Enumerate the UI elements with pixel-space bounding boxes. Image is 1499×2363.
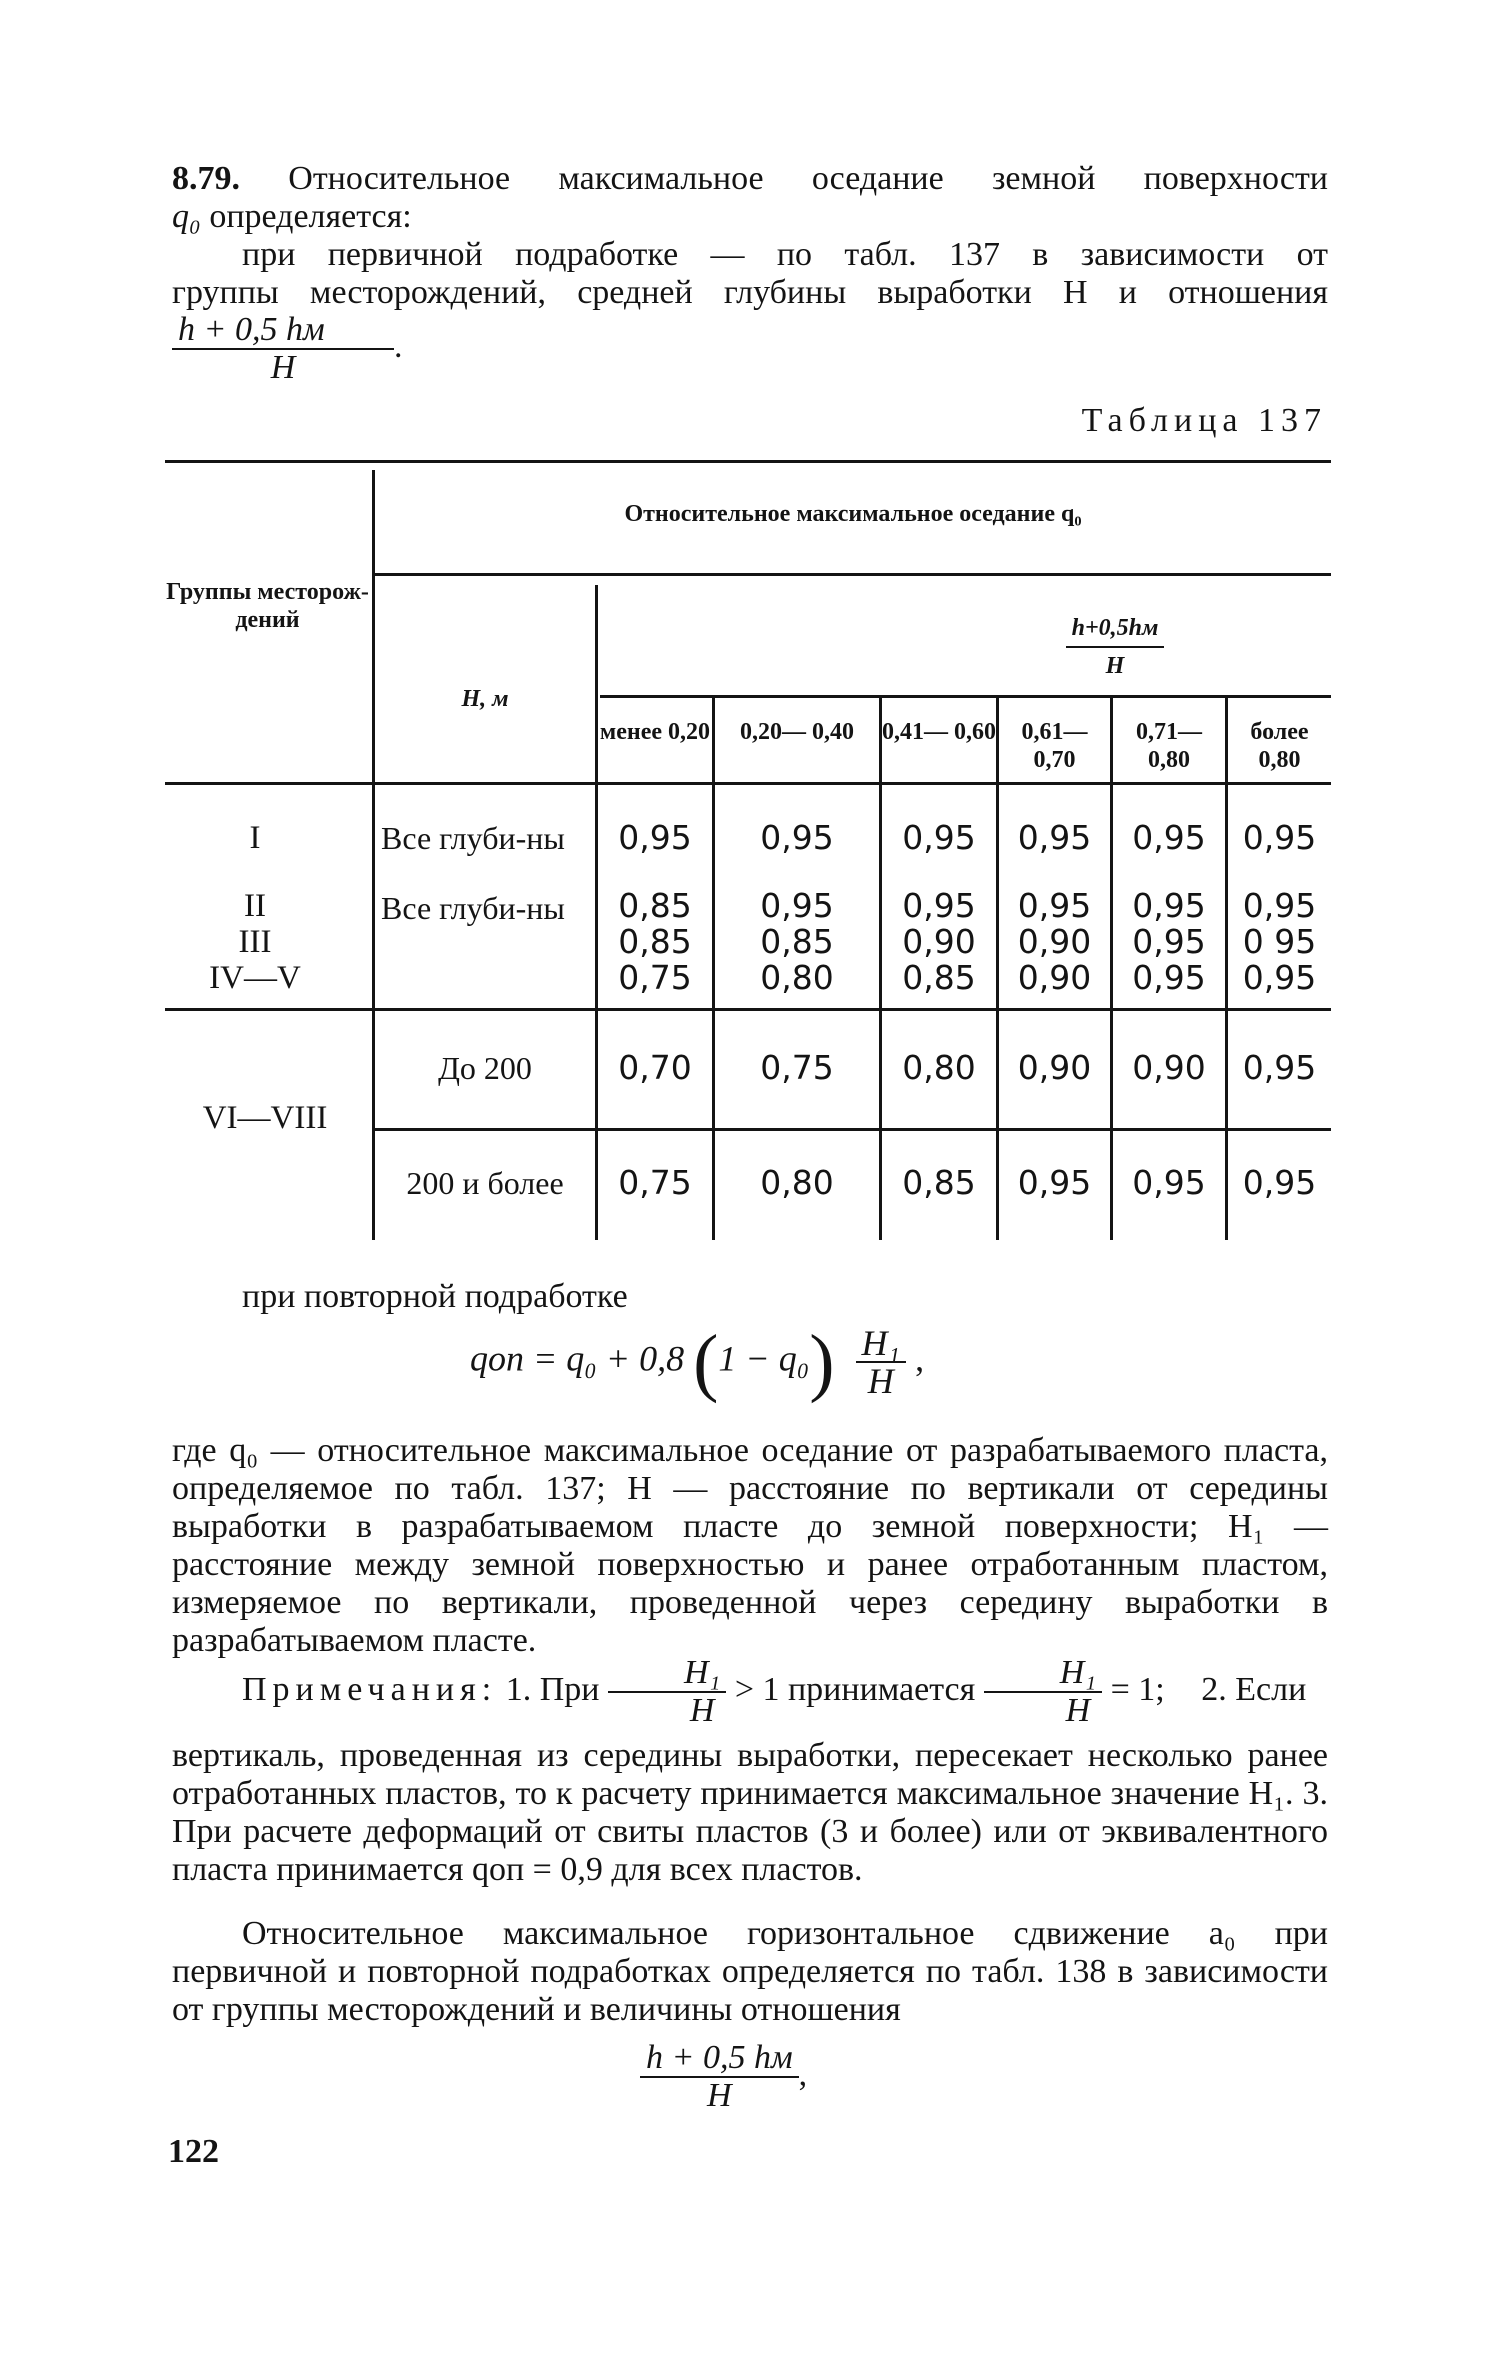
cell-r1-c4: 0,95 <box>1017 818 1092 857</box>
cell-r1-c5: 0,95 <box>1132 818 1206 857</box>
cell-r2-c5: 0,95 <box>1132 886 1206 925</box>
table-top-rule <box>165 460 1331 463</box>
cell-r1-c6: 0,95 <box>1242 818 1317 857</box>
ratio-fraction <box>172 312 394 386</box>
page-number: 122 <box>168 2133 219 2170</box>
note1-end: = 1; <box>1110 1670 1165 1708</box>
symbol-q0: q₀ <box>172 198 201 235</box>
depth-all-1: Все глуби-ны <box>381 820 565 856</box>
note1-start: 1. При <box>505 1670 600 1708</box>
formula-frac-num: H₁ <box>856 1325 907 1363</box>
cell-r3-c1: 0,85 <box>618 922 692 961</box>
header-bottom-rule <box>165 782 1331 785</box>
cell-b1-c3: 0,80 <box>902 1048 976 1087</box>
horizontal-fraction <box>640 2040 799 2114</box>
cell-b2-c1: 0,75 <box>618 1163 692 1202</box>
formula-left: qоп = q₀ + 0,8 <box>470 1338 685 1379</box>
repeat-formula <box>470 1320 925 1404</box>
group-row-3: III <box>238 924 272 960</box>
cell-b1-c6: 0,95 <box>1242 1048 1317 1087</box>
formula-paren-content: 1 − q₀ <box>718 1338 810 1379</box>
note1-frac-b-num: H₁ <box>984 1655 1102 1693</box>
repeat-explanation: где q₀ — относительное максимальное оседание от разрабатываемого пласта, определяемое по табл. 137; H — расстояние по вертикали от середины выработки в разрабатываемом пласте до земной поверхности; H₁ — расстояние между земной поверхностью и ранее отработанным пластом, измеряемое по вертикали, проведенной через середину выработки в разрабатываемом пласте. <box>172 1432 1328 1659</box>
cell-r1-c2: 0,95 <box>760 818 834 857</box>
cell-r2-c6: 0,95 <box>1242 886 1317 925</box>
cell-b2-c2: 0,80 <box>760 1163 834 1202</box>
cell-r4-c4: 0,90 <box>1017 958 1092 997</box>
note2-start: 2. Если <box>1201 1670 1307 1708</box>
cell-r3-c6: 0 95 <box>1242 922 1317 961</box>
formula-close-paren: ) <box>809 1320 835 1404</box>
note1-frac-a-den: H <box>689 1692 715 1729</box>
section-heading-line <box>172 160 1328 198</box>
header-ratio-den: H <box>1105 653 1125 679</box>
note1-fraction-a <box>608 1655 726 1729</box>
cell-b1-c1: 0,70 <box>618 1048 692 1087</box>
section-lead-tail <box>172 198 1328 236</box>
cell-r3-c2: 0,85 <box>760 922 834 961</box>
cell-b2-c4: 0,95 <box>1017 1163 1092 1202</box>
cell-r4-c2: 0,80 <box>760 958 834 997</box>
section-number: 8.79. <box>172 160 240 197</box>
header-ratio-num: h+0,5hм <box>1066 610 1165 648</box>
ratio-denominator: H <box>270 349 296 386</box>
ratio-col-5: 0,71— 0,80 <box>1136 719 1202 773</box>
col-header-groups: Группы месторож-дений <box>166 579 369 633</box>
depth-all-2: Все глуби-ны <box>381 890 565 926</box>
formula-open-paren: ( <box>693 1320 719 1404</box>
section-lead-text: Относительное максимальное оседание земной поверхности <box>288 160 1328 197</box>
cell-r3-c3: 0,90 <box>902 922 976 961</box>
horizontal-end: , <box>798 2055 808 2093</box>
cell-b2-c6: 0,95 <box>1242 1163 1317 1202</box>
horizontal-text: Относительное максимальное горизонтальное сдвижение a₀ при первичной и повторной подработках определяется по табл. 138 в зависимости от группы месторождений и величины отношения <box>172 1915 1328 2028</box>
horizontal-frac-den: H <box>707 2077 732 2114</box>
header-depth: H, м <box>461 686 509 712</box>
ratio-col-6: более 0,80 <box>1250 719 1309 773</box>
group-row-4: IV—V <box>209 960 301 996</box>
ratio-intro <box>172 312 403 386</box>
cell-r4-c1: 0,75 <box>618 958 692 997</box>
group-divider-rule <box>165 1008 1331 1011</box>
cell-r1-c3: 0,95 <box>902 818 976 857</box>
primary-line: при первичной подработке — по табл. 137 в зависимости от <box>242 236 1328 273</box>
horizontal-ratio <box>640 2040 807 2114</box>
formula-fraction <box>856 1325 907 1399</box>
cell-r1-c1: 0,95 <box>618 818 692 857</box>
cell-r4-c5: 0,95 <box>1132 958 1206 997</box>
cell-r2-c4: 0,95 <box>1017 886 1092 925</box>
ratio-numerator: h + 0,5 hм <box>172 312 394 350</box>
note1-frac-b-den: H <box>1065 1692 1091 1729</box>
ratio-col-3: 0,41— 0,60 <box>882 719 996 745</box>
header-ratio-fraction <box>1066 610 1165 684</box>
cell-r2-c3: 0,95 <box>902 886 976 925</box>
lead-tail-text: определяется: <box>209 198 412 235</box>
groups-line: группы месторождений, средней глубины выработки H и отношения <box>172 274 1328 311</box>
note1-frac-a-num: H₁ <box>608 1655 726 1693</box>
group-row-2: II <box>244 888 266 924</box>
notes-label: Примечания: <box>242 1670 498 1708</box>
header-rule-1 <box>375 573 1331 576</box>
cell-b1-c5: 0,90 <box>1132 1048 1206 1087</box>
header-rule-2 <box>600 695 1331 698</box>
cell-r4-c6: 0,95 <box>1242 958 1317 997</box>
group-vi-viii: VI—VIII <box>202 1100 328 1136</box>
vrule-1 <box>372 470 375 1240</box>
cell-r2-c2: 0,95 <box>760 886 834 925</box>
cell-r3-c4: 0,90 <box>1017 922 1092 961</box>
group-row-1: I <box>249 820 261 856</box>
cell-b1-c4: 0,90 <box>1017 1048 1092 1087</box>
ratio-end: . <box>394 327 403 365</box>
repeat-intro: при повторной подработке <box>242 1278 628 1315</box>
cell-r3-c5: 0,95 <box>1132 922 1206 961</box>
formula-frac-den: H <box>867 1361 894 1401</box>
cell-r4-c3: 0,85 <box>902 958 976 997</box>
ratio-col-4: 0,61— 0,70 <box>1021 719 1088 773</box>
table-137 <box>165 460 1331 1250</box>
table-caption: Таблица 137 <box>1081 402 1327 439</box>
notes-rest: вертикаль, проведенная из середины выработки, пересекает несколько ранее отработанных пластов, то к расчету принимается максимальное значение H₁. 3. При расчете деформаций от свиты пластов (3 и более) или от эквивалентного пласта принимается qоп = 0,9 для всех пластов. <box>172 1737 1328 1888</box>
ratio-col-2: 0,20— 0,40 <box>740 719 854 745</box>
notes-line <box>172 1655 1328 1729</box>
depth-b1: До 200 <box>438 1050 532 1086</box>
header-ratio <box>1015 610 1215 684</box>
horizontal-frac-num: h + 0,5 hм <box>640 2040 799 2078</box>
cell-b1-c2: 0,75 <box>760 1048 834 1087</box>
header-main: Относительное максимальное оседание q₀ <box>624 501 1082 527</box>
cell-r2-c1: 0,85 <box>618 886 692 925</box>
note1-middle: > 1 принимается <box>734 1670 976 1708</box>
cell-b2-c5: 0,95 <box>1132 1163 1206 1202</box>
cell-b2-c3: 0,85 <box>902 1163 976 1202</box>
formula-end: , <box>915 1338 925 1379</box>
subrow-rule <box>375 1128 1331 1131</box>
depth-b2: 200 и более <box>406 1165 564 1201</box>
ratio-col-1: менее 0,20 <box>599 719 711 745</box>
note1-fraction-b <box>984 1655 1102 1729</box>
